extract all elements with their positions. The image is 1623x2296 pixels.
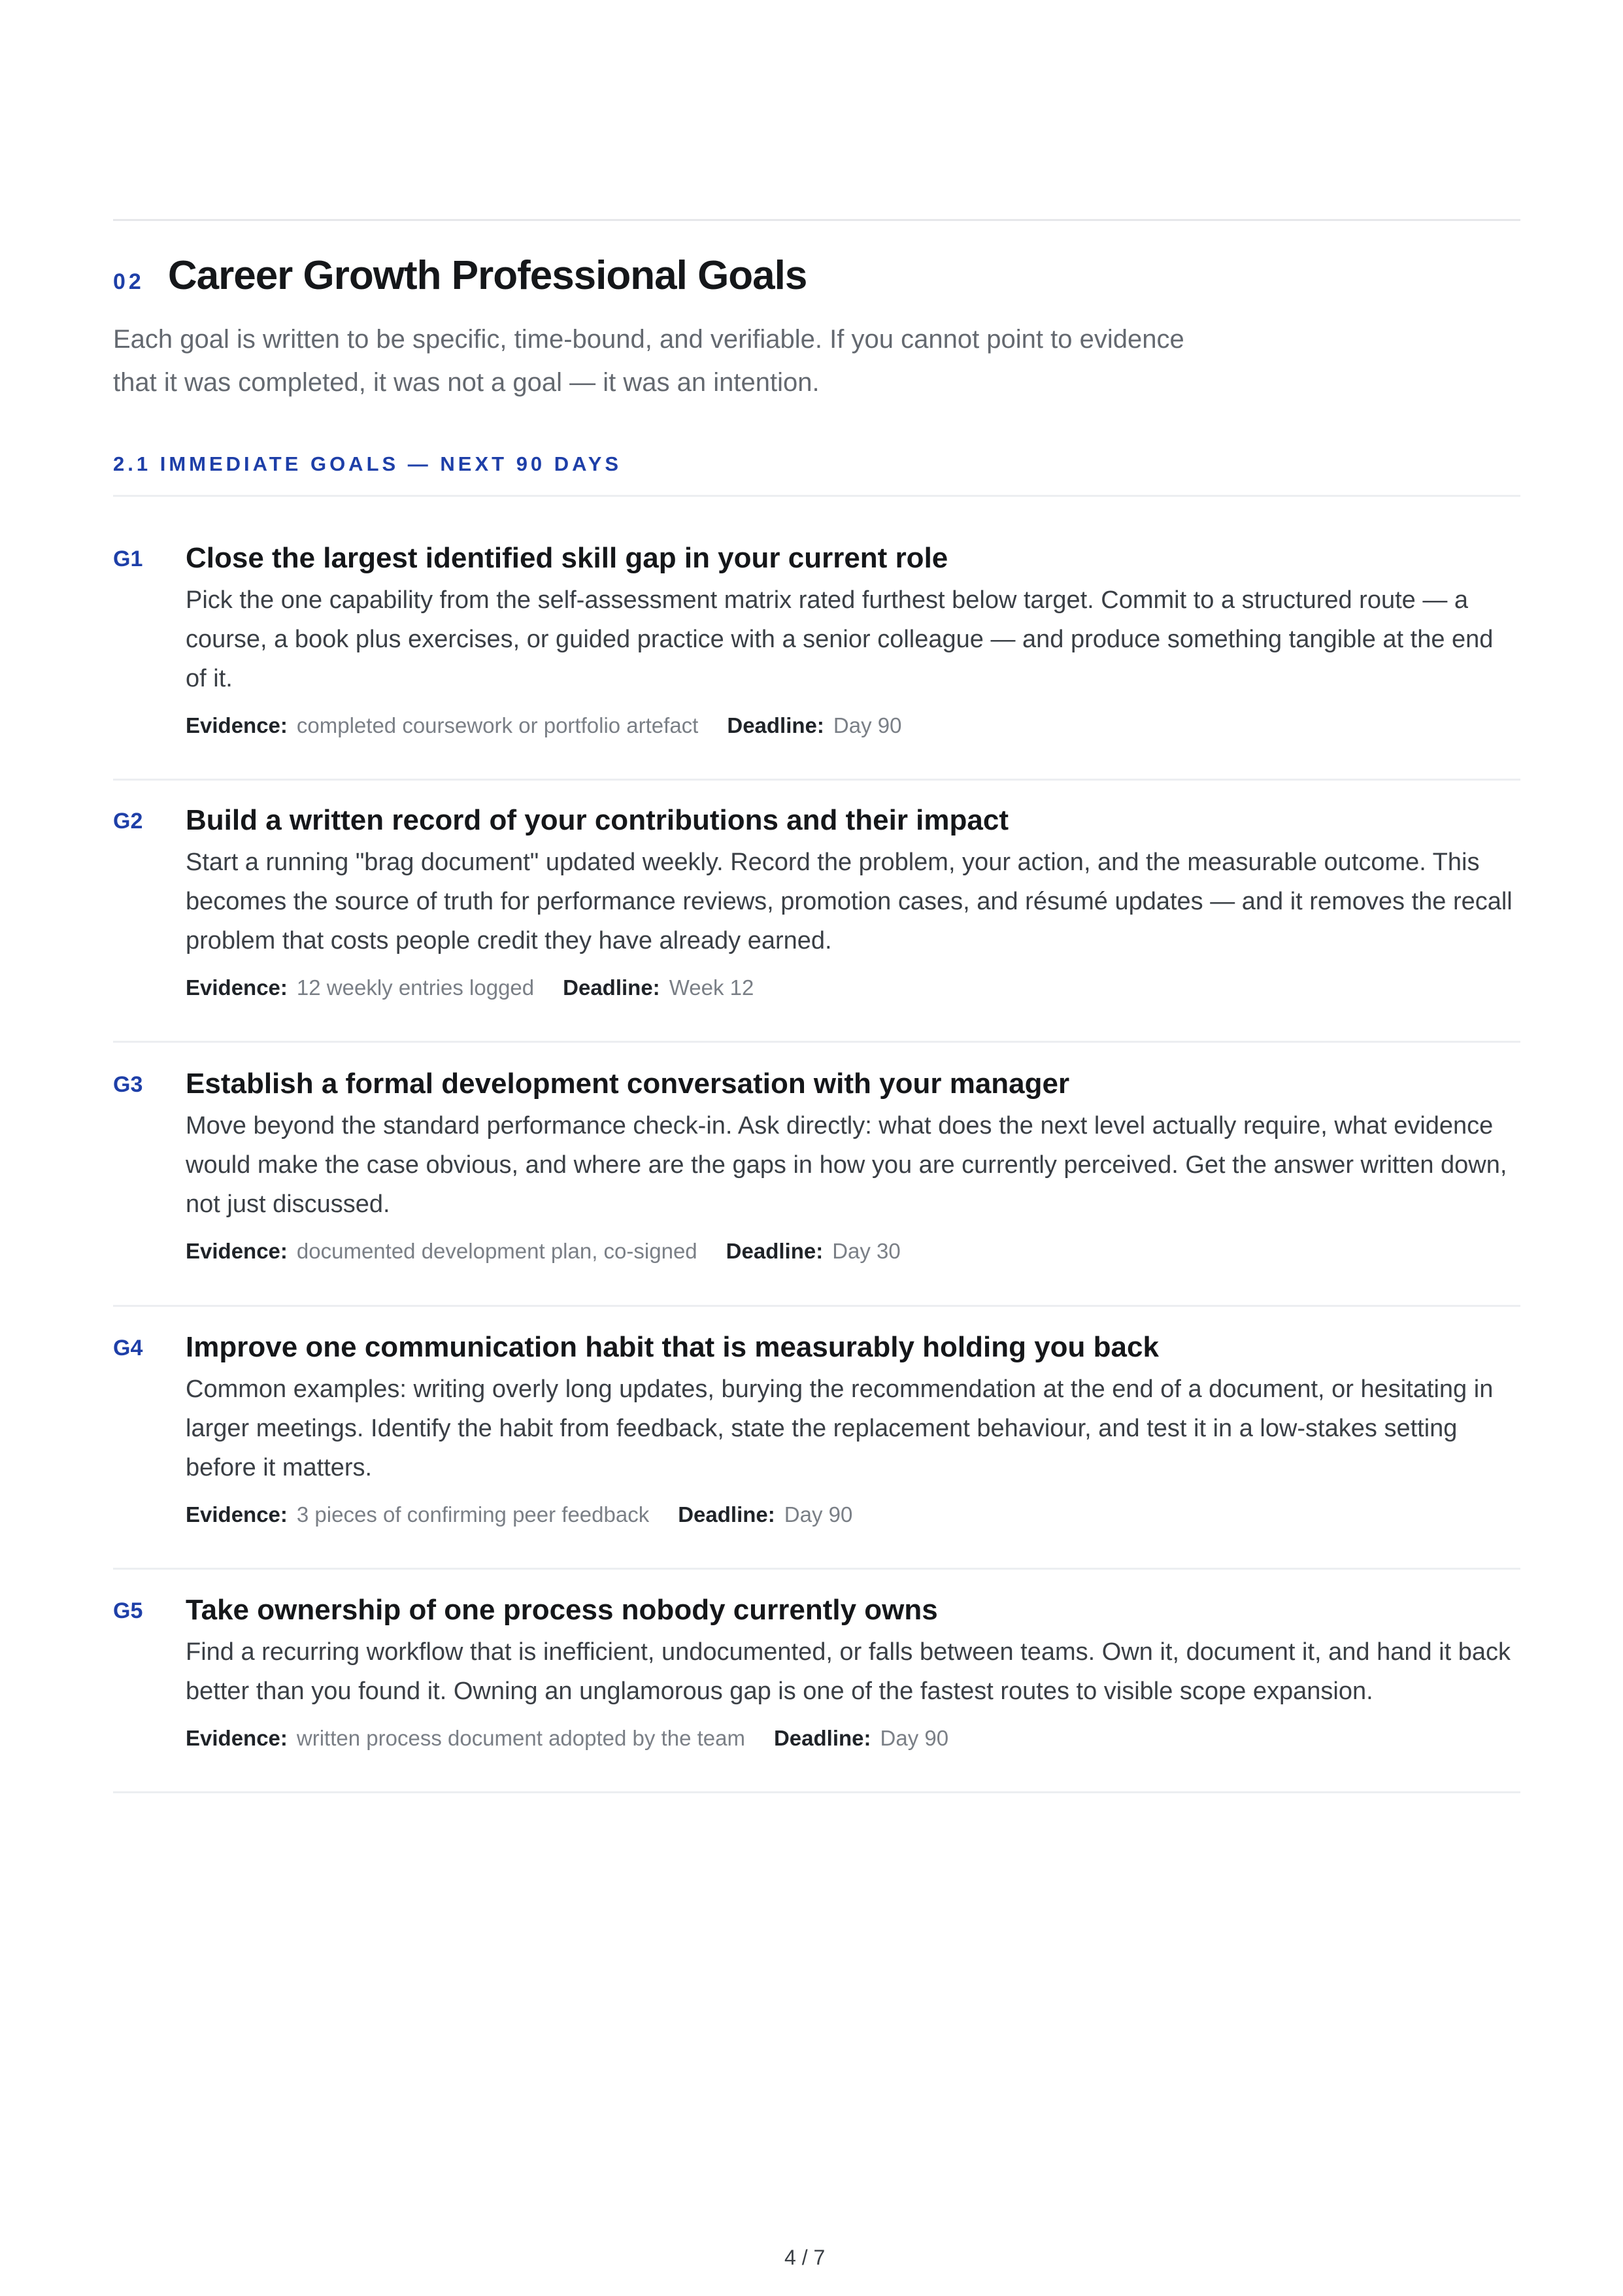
goal-id: G4 bbox=[113, 1336, 143, 1360]
goal-divider bbox=[113, 1791, 1520, 1793]
goal-description: Start a running "brag document" updated weekly. Record the problem, your action, and the measurable outcome. This becomes the source of truth for performance reviews, promotion cases, and résumé updates — and it removes the recall problem that costs people credit they have already earned. bbox=[186, 849, 1513, 954]
subsection-divider bbox=[113, 495, 1520, 497]
goal-body bbox=[186, 540, 1520, 740]
goal-body bbox=[186, 802, 1520, 1002]
section-intro bbox=[113, 318, 1290, 404]
deadline-value: Day 90 bbox=[880, 1726, 949, 1750]
goal-id: G5 bbox=[113, 1598, 143, 1623]
goal-title: Take ownership of one process nobody currently owns bbox=[186, 1594, 938, 1626]
goal-title: Establish a formal development conversation with your manager bbox=[186, 1068, 1070, 1100]
top-divider bbox=[113, 219, 1520, 221]
deadline-label: Deadline: bbox=[678, 1502, 775, 1527]
goal-meta bbox=[186, 973, 1520, 1002]
deadline-value: Day 90 bbox=[784, 1502, 853, 1527]
section-number: 02 bbox=[113, 269, 144, 294]
goal-body bbox=[186, 1329, 1520, 1529]
evidence-label: Evidence: bbox=[186, 713, 288, 737]
deadline-label: Deadline: bbox=[727, 713, 824, 737]
goal-id: G3 bbox=[113, 1072, 143, 1097]
goal-divider bbox=[113, 779, 1520, 781]
page-number: 4 / 7 bbox=[784, 2246, 826, 2269]
deadline-label: Deadline: bbox=[773, 1726, 871, 1750]
evidence-label: Evidence: bbox=[186, 1239, 288, 1263]
goal-description: Common examples: writing overly long updates, burying the recommendation at the end of a document, or hesitating in larger meetings. Identify the habit from feedback, state the replacement behaviour, and test it in a low-stakes setting before it matters. bbox=[186, 1376, 1494, 1481]
subsection-heading: 2.1 IMMEDIATE GOALS — NEXT 90 DAYS bbox=[113, 452, 622, 475]
deadline-label: Deadline: bbox=[563, 975, 660, 1000]
intro-line-1: Each goal is written to be specific, time-bound, and verifiable. If you cannot point to evidence bbox=[113, 325, 1184, 354]
evidence-label: Evidence: bbox=[186, 1726, 288, 1750]
deadline-value: Day 30 bbox=[832, 1239, 901, 1263]
goal-meta bbox=[186, 1500, 1520, 1529]
goal-meta bbox=[186, 1724, 1520, 1753]
goal-id: G1 bbox=[113, 547, 143, 571]
goal-description: Pick the one capability from the self-assessment matrix rated furthest below target. Commit to a structured route — a course, a book plus exercises, or guided practice with a senior colleague — and produce something tangible at the end of it. bbox=[186, 586, 1494, 692]
goal-title: Improve one communication habit that is measurably holding you back bbox=[186, 1331, 1159, 1363]
goal-description: Find a recurring workflow that is inefficient, undocumented, or falls between teams. Own it, document it, and hand it back better than you found it. Owning an unglamorous gap is one of the fastest routes to visible scope expansion. bbox=[186, 1638, 1511, 1705]
goal-body bbox=[186, 1592, 1520, 1753]
evidence-value: documented development plan, co-signed bbox=[296, 1239, 697, 1263]
goal-divider bbox=[113, 1568, 1520, 1570]
evidence-value: 12 weekly entries logged bbox=[296, 975, 535, 1000]
goal-meta bbox=[186, 711, 1520, 740]
evidence-value: 3 pieces of confirming peer feedback bbox=[296, 1502, 650, 1527]
evidence-value: written process document adopted by the team bbox=[296, 1726, 745, 1750]
evidence-value: completed coursework or portfolio artefact bbox=[296, 713, 699, 737]
evidence-label: Evidence: bbox=[186, 975, 288, 1000]
section-title: Career Growth Professional Goals bbox=[167, 253, 807, 298]
intro-line-2: that it was completed, it was not a goal — it was an intention. bbox=[113, 368, 820, 397]
evidence-label: Evidence: bbox=[186, 1502, 288, 1527]
deadline-value: Week 12 bbox=[669, 975, 754, 1000]
goal-body bbox=[186, 1066, 1520, 1266]
goal-divider bbox=[113, 1305, 1520, 1307]
section-header bbox=[113, 252, 807, 299]
deadline-value: Day 90 bbox=[833, 713, 902, 737]
goal-description: Move beyond the standard performance check-in. Ask directly: what does the next level actually require, what evidence would make the case obvious, and where are the gaps in how you are currently perceived. Get the answer written down, not just discussed. bbox=[186, 1112, 1507, 1218]
goal-title: Close the largest identified skill gap in your current role bbox=[186, 542, 948, 574]
goal-id: G2 bbox=[113, 809, 143, 834]
goal-title: Build a written record of your contributions and their impact bbox=[186, 804, 1009, 836]
deadline-label: Deadline: bbox=[726, 1239, 824, 1263]
goal-divider bbox=[113, 1041, 1520, 1043]
goal-meta bbox=[186, 1237, 1520, 1266]
